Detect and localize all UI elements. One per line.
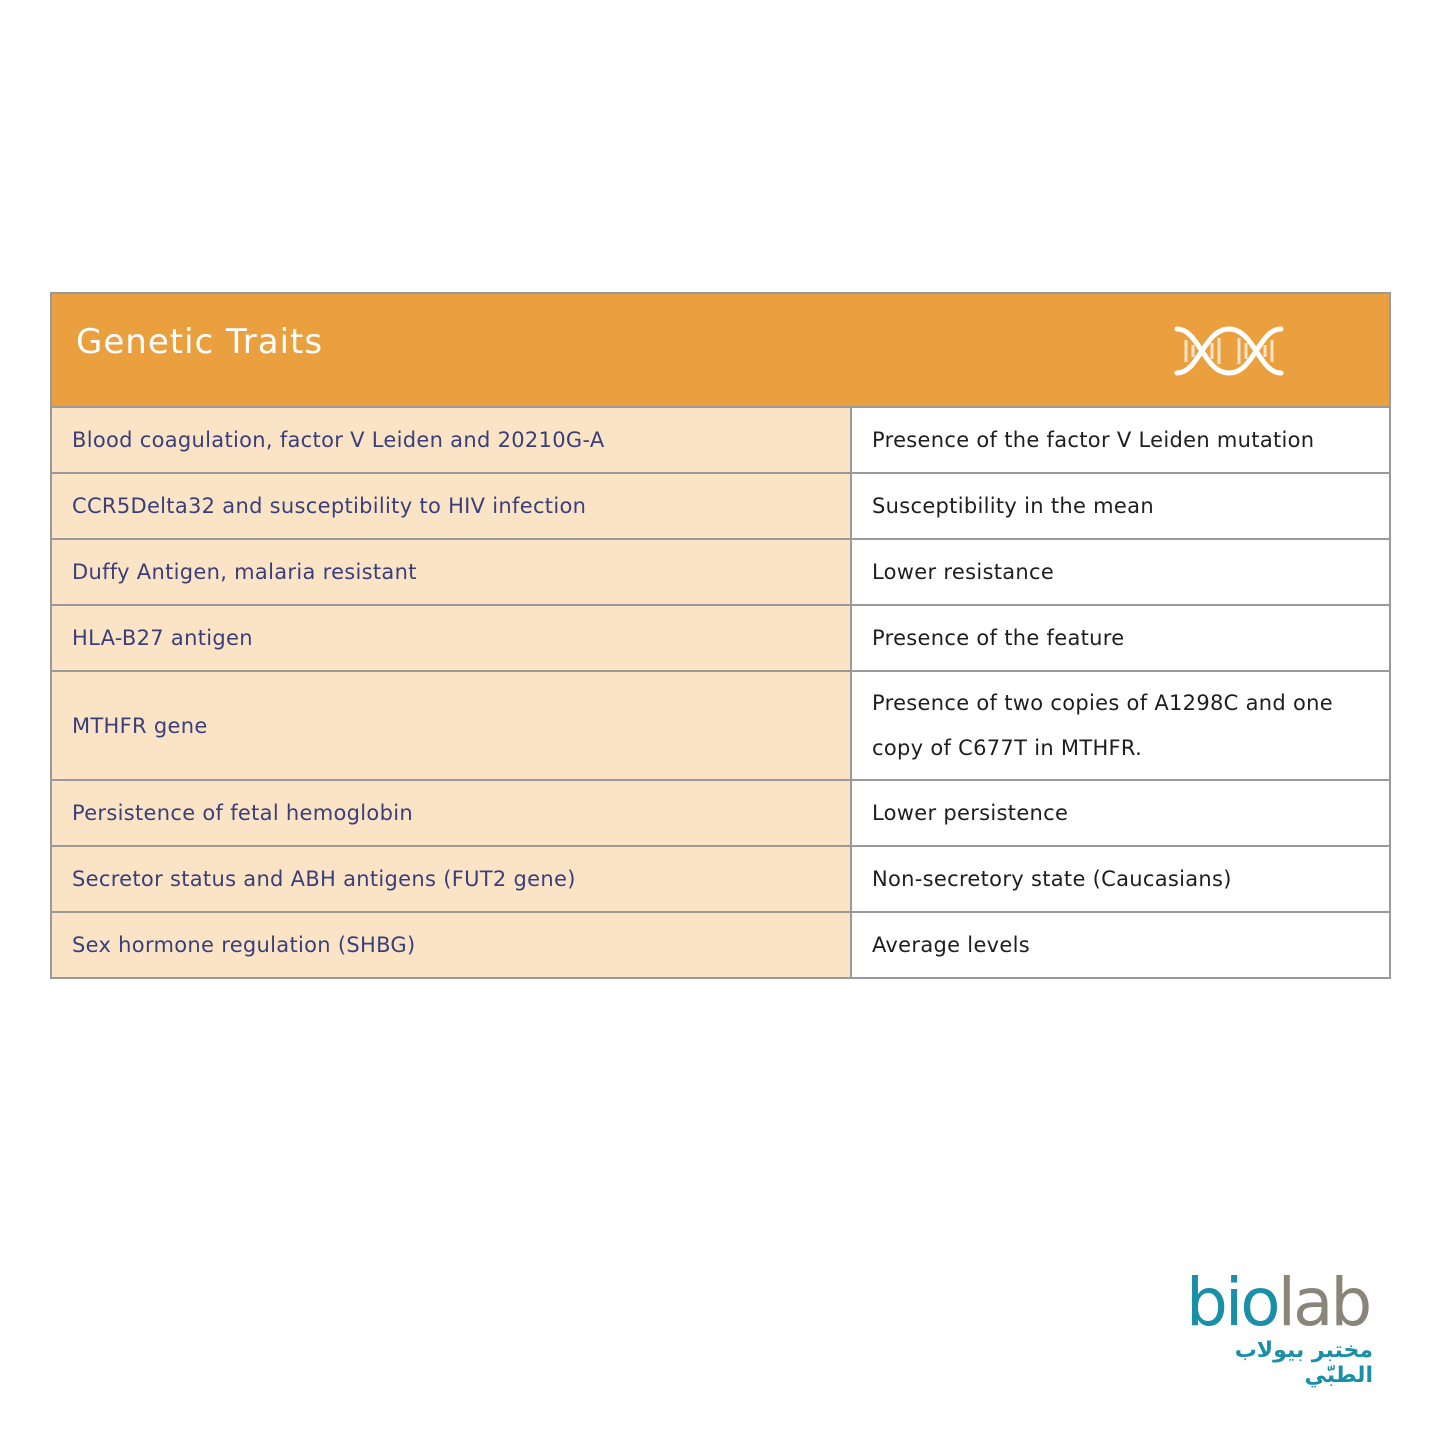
- logo-arabic-text: مختبر بيولاب الطبّي: [1234, 1338, 1373, 1388]
- table-row: [52, 781, 1389, 847]
- logo-bio-text: bio: [1186, 1264, 1278, 1341]
- table-row: [52, 474, 1389, 540]
- trait-cell: Persistence of fetal hemoglobin: [52, 781, 852, 845]
- table-title: Genetic Traits: [76, 322, 324, 362]
- result-cell: Susceptibility in the mean: [852, 474, 1389, 538]
- table-header: [52, 294, 1389, 408]
- logo-lab-text: lab: [1277, 1264, 1370, 1341]
- trait-cell: MTHFR gene: [52, 672, 852, 779]
- table-row: [52, 408, 1389, 474]
- table-row: [52, 540, 1389, 606]
- result-cell: Presence of the feature: [852, 606, 1389, 670]
- biolab-logo: [1186, 1264, 1381, 1388]
- table-row: [52, 847, 1389, 913]
- trait-cell: Duffy Antigen, malaria resistant: [52, 540, 852, 604]
- trait-cell: Secretor status and ABH antigens (FUT2 gene): [52, 847, 852, 911]
- logo-wordmark: [1186, 1264, 1370, 1341]
- dna-icon: [1174, 326, 1284, 376]
- table-row: [52, 606, 1389, 672]
- result-cell: Non-secretory state (Caucasians): [852, 847, 1389, 911]
- result-cell: Presence of two copies of A1298C and one copy of C677T in MTHFR.: [852, 672, 1389, 779]
- trait-cell: Blood coagulation, factor V Leiden and 20210G-A: [52, 408, 852, 472]
- genetic-traits-table: [50, 292, 1391, 979]
- trait-cell: HLA-B27 antigen: [52, 606, 852, 670]
- result-cell: Presence of the factor V Leiden mutation: [852, 408, 1389, 472]
- result-cell: Lower resistance: [852, 540, 1389, 604]
- result-cell: Average levels: [852, 913, 1389, 977]
- table-row: [52, 672, 1389, 781]
- result-cell: Lower persistence: [852, 781, 1389, 845]
- table-row: [52, 913, 1389, 977]
- trait-cell: Sex hormone regulation (SHBG): [52, 913, 852, 977]
- trait-cell: CCR5Delta32 and susceptibility to HIV infection: [52, 474, 852, 538]
